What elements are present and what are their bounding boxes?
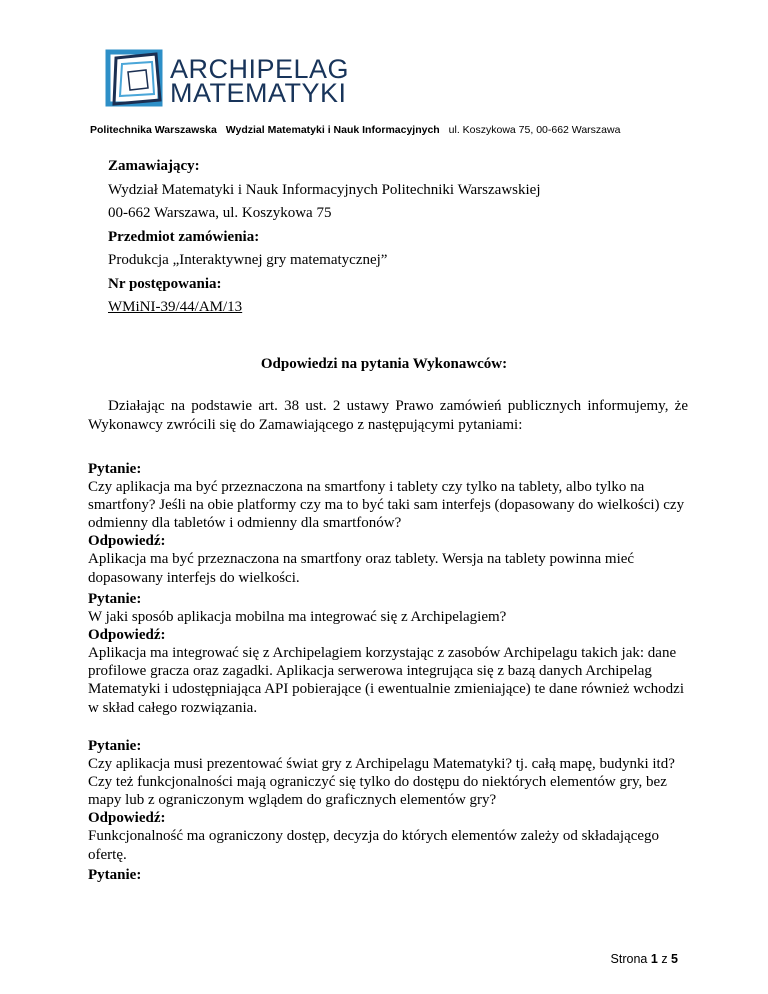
qa-item-1 [88,460,693,587]
total-pages: 5 [671,952,678,966]
question-text: Czy aplikacja ma być przeznaczona na smartfony i tablety czy tylko na tablety, albo tylko na smartfony? Jeśli na obie platformy czy ma to być taki sam interfejs (dopasowany do wielkości) czy odmienny dla tabletów i odmienny dla smartfonów? [88,479,685,532]
letterhead-address: ul. Koszykowa 75, 00-662 Warszawa [448,124,621,136]
answer-text: Funkcjonalność ma ograniczony dostęp, decyzja do których elementów zależy od składającego ofertę. [88,828,660,863]
university-name: Politechnika Warszawska [90,124,217,136]
archipelag-logo-icon [102,44,170,124]
page-separator: z [661,952,668,966]
faculty-name: Wydzial Matematyki i Nauk Informacyjnych [225,124,440,136]
orderer-label: Zamawiający: [108,158,200,174]
question-label: Pytanie: [88,867,142,883]
subject-value: Produkcja „Interaktywnej gry matematycznej” [108,252,388,268]
logo-line-1: ARCHIPELAG [170,54,350,84]
question-label: Pytanie: [88,591,142,607]
proceeding-label: Nr postępowania: [108,275,222,292]
page-prefix: Strona [610,952,648,966]
qa-item-3 [88,737,693,864]
qa-item-4 [88,866,693,884]
letterhead [90,124,690,136]
subject-label: Przedmiot zamówienia: [108,228,260,245]
intro-paragraph: Działając na podstawie art. 38 ust. 2 ustawy Prawo zamówień publicznych informujemy, że Wykonawcy zwrócili się do Zamawiającego z następującymi pytaniami: [88,398,688,433]
answer-label: Odpowiedź: [88,810,166,827]
question-text: W jaki sposób aplikacja mobilna ma integrować się z Archipelagiem? [88,609,507,626]
answer-label: Odpowiedź: [88,533,166,550]
question-label: Pytanie: [88,461,142,477]
current-page: 1 [650,952,658,966]
orderer-address: 00-662 Warszawa, ul. Koszykowa 75 [108,205,332,221]
proceeding-number: WMiNI-39/44/AM/13 [108,299,243,315]
orderer-name: Wydział Matematyki i Nauk Informacyjnych Politechniki Warszawskiej [108,181,541,198]
question-label: Pytanie: [88,738,142,754]
orderer-block [108,155,541,320]
answer-text: Aplikacja ma integrować się z Archipelagiem korzystając z zasobów Archipelagu takich jak: dane profilowe gracza oraz zagadki. Aplikacja serwerowa integrująca się z bazą danych Archipelag Matematyki i udostępniająca API pobierające (i ewentualnie zmieniające) te dane również wchodzi w skład całego rozwiązania. [88,645,684,716]
logo-line-2: MATEMATYKI [170,78,347,108]
answer-label: Odpowiedź: [88,627,166,644]
page-number [611,952,678,966]
archipelag-logo [102,44,350,124]
answer-text: Aplikacja ma być przeznaczona na smartfony oraz tablety. Wersja na tablety powinna mieć dopasowany interfejs do wielkości. [88,551,635,586]
qa-item-2 [88,590,693,717]
document-heading: Odpowiedzi na pytania Wykonawców: [260,356,508,372]
question-text: Czy aplikacja musi prezentować świat gry z Archipelagu Matematyki? tj. całą mapę, budynki itd? Czy też funkcjonalności mają ograniczyć się tylko do dostępu do niektórych elementów gry, bez mapy lub z ograniczonym wglądem do graficznych elementów gry? [88,756,675,809]
